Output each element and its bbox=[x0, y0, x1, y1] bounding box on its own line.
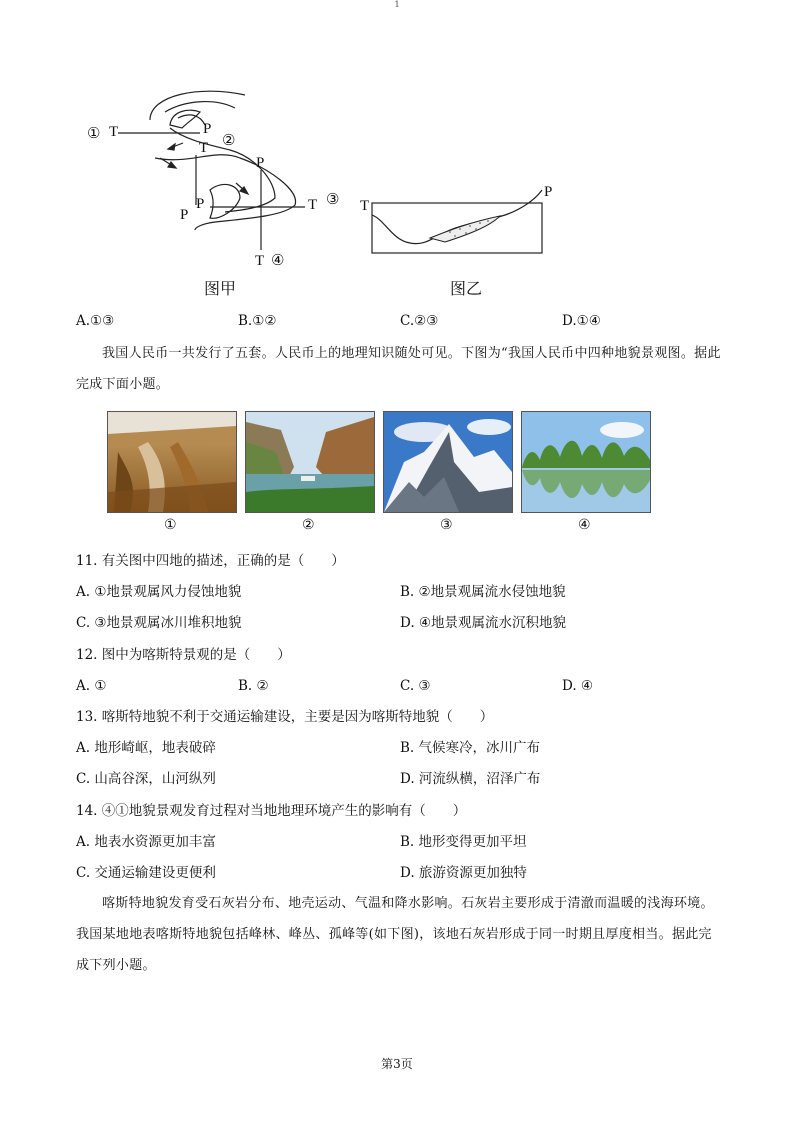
q12-option-b: B. ② bbox=[238, 678, 269, 694]
snow-mountain-photo bbox=[383, 411, 513, 513]
intro-paragraph-1: 我国人民币一共发行了五套。人民币上的地理知识随处可见。下图为“我国人民币中四种地貌景观图。据此完成下面小题。 bbox=[76, 346, 721, 392]
karst-peaks-photo bbox=[521, 411, 651, 513]
photo-caption-4: ④ bbox=[578, 517, 591, 533]
q14-option-c: C. 交通运输建设更便利 bbox=[76, 865, 216, 881]
fig-a-label-t: T bbox=[308, 197, 318, 213]
waterfall-photo bbox=[107, 411, 237, 513]
fig-a-label-t: T bbox=[199, 140, 209, 156]
fig-a-label-t: T bbox=[109, 124, 119, 140]
photo-caption-3: ③ bbox=[440, 517, 453, 533]
photo-caption-1: ① bbox=[164, 517, 177, 533]
figure-b-cross-section bbox=[0, 0, 794, 300]
q14-option-d: D. 旅游资源更加独特 bbox=[400, 865, 527, 881]
fig-a-label-p: P bbox=[256, 155, 265, 171]
q10-option-c: C.②③ bbox=[400, 313, 439, 329]
q10-option-b: B.①② bbox=[238, 313, 277, 329]
fig-a-label-4: ④ bbox=[271, 253, 285, 269]
q11-stem: 11. 有关图中四地的描述，正确的是（ ） bbox=[76, 553, 345, 569]
fig-b-label-p: P bbox=[544, 184, 553, 200]
q14-option-b: B. 地形变得更加平坦 bbox=[400, 834, 527, 850]
page-header-mark: 1 bbox=[394, 0, 400, 9]
q10-option-d: D.①④ bbox=[562, 313, 601, 329]
fig-a-label-p: P bbox=[203, 121, 212, 137]
fig-a-label-3: ③ bbox=[326, 192, 340, 208]
q13-option-a: A. 地形崎岖，地表破碎 bbox=[76, 740, 216, 756]
q14-stem: 14. ④①地貌景观发育过程对当地地理环境产生的影响有（ ） bbox=[76, 803, 467, 819]
q13-option-d: D. 河流纵横，沼泽广布 bbox=[400, 771, 541, 787]
q11-option-c: C. ③地景观属冰川堆积地貌 bbox=[76, 615, 242, 631]
fig-a-label-p: P bbox=[196, 196, 205, 212]
fig-a-label-p: P bbox=[180, 207, 189, 223]
q12-option-d: D. ④ bbox=[562, 678, 594, 694]
figure-b-caption: 图乙 bbox=[450, 279, 483, 298]
q13-stem: 13. 喀斯特地貌不利于交通运输建设，主要是因为喀斯特地貌（ ） bbox=[76, 709, 494, 725]
q12-option-a: A. ① bbox=[76, 678, 107, 694]
q11-option-b: B. ②地景观属流水侵蚀地貌 bbox=[400, 584, 566, 600]
q13-option-b: B. 气候寒冷，冰川广布 bbox=[400, 740, 541, 756]
q13-option-c: C. 山高谷深，山河纵列 bbox=[76, 771, 216, 787]
fig-a-label-1: ① bbox=[87, 126, 101, 142]
figure-a-caption: 图甲 bbox=[204, 279, 237, 298]
intro-paragraph-2: 喀斯特地貌发育受石灰岩分布、地壳运动、气温和降水影响。石灰岩主要形成于清澈而温暖的浅海环境。我国某地地表喀斯特地貌包括峰林、峰丛、孤峰等(如下图)，该地石灰岩形成于同一时期且厚度相当。据此完成下列小题。 bbox=[76, 896, 714, 973]
q11-option-a: A. ①地景观属风力侵蚀地貌 bbox=[76, 584, 242, 600]
fig-b-label-t: T bbox=[360, 198, 370, 214]
fig-a-label-2: ② bbox=[222, 133, 236, 149]
fig-a-label-t: T bbox=[255, 253, 265, 269]
q12-stem: 12. 图中为喀斯特景观的是（ ） bbox=[76, 647, 291, 663]
gorge-photo bbox=[245, 411, 375, 513]
q11-option-d: D. ④地景观属流水沉积地貌 bbox=[400, 615, 567, 631]
page-number: 第3页 bbox=[381, 1057, 413, 1071]
q12-option-c: C. ③ bbox=[400, 678, 431, 694]
q14-option-a: A. 地表水资源更加丰富 bbox=[76, 834, 216, 850]
q10-option-a: A.①③ bbox=[76, 313, 115, 329]
photo-caption-2: ② bbox=[302, 517, 315, 533]
